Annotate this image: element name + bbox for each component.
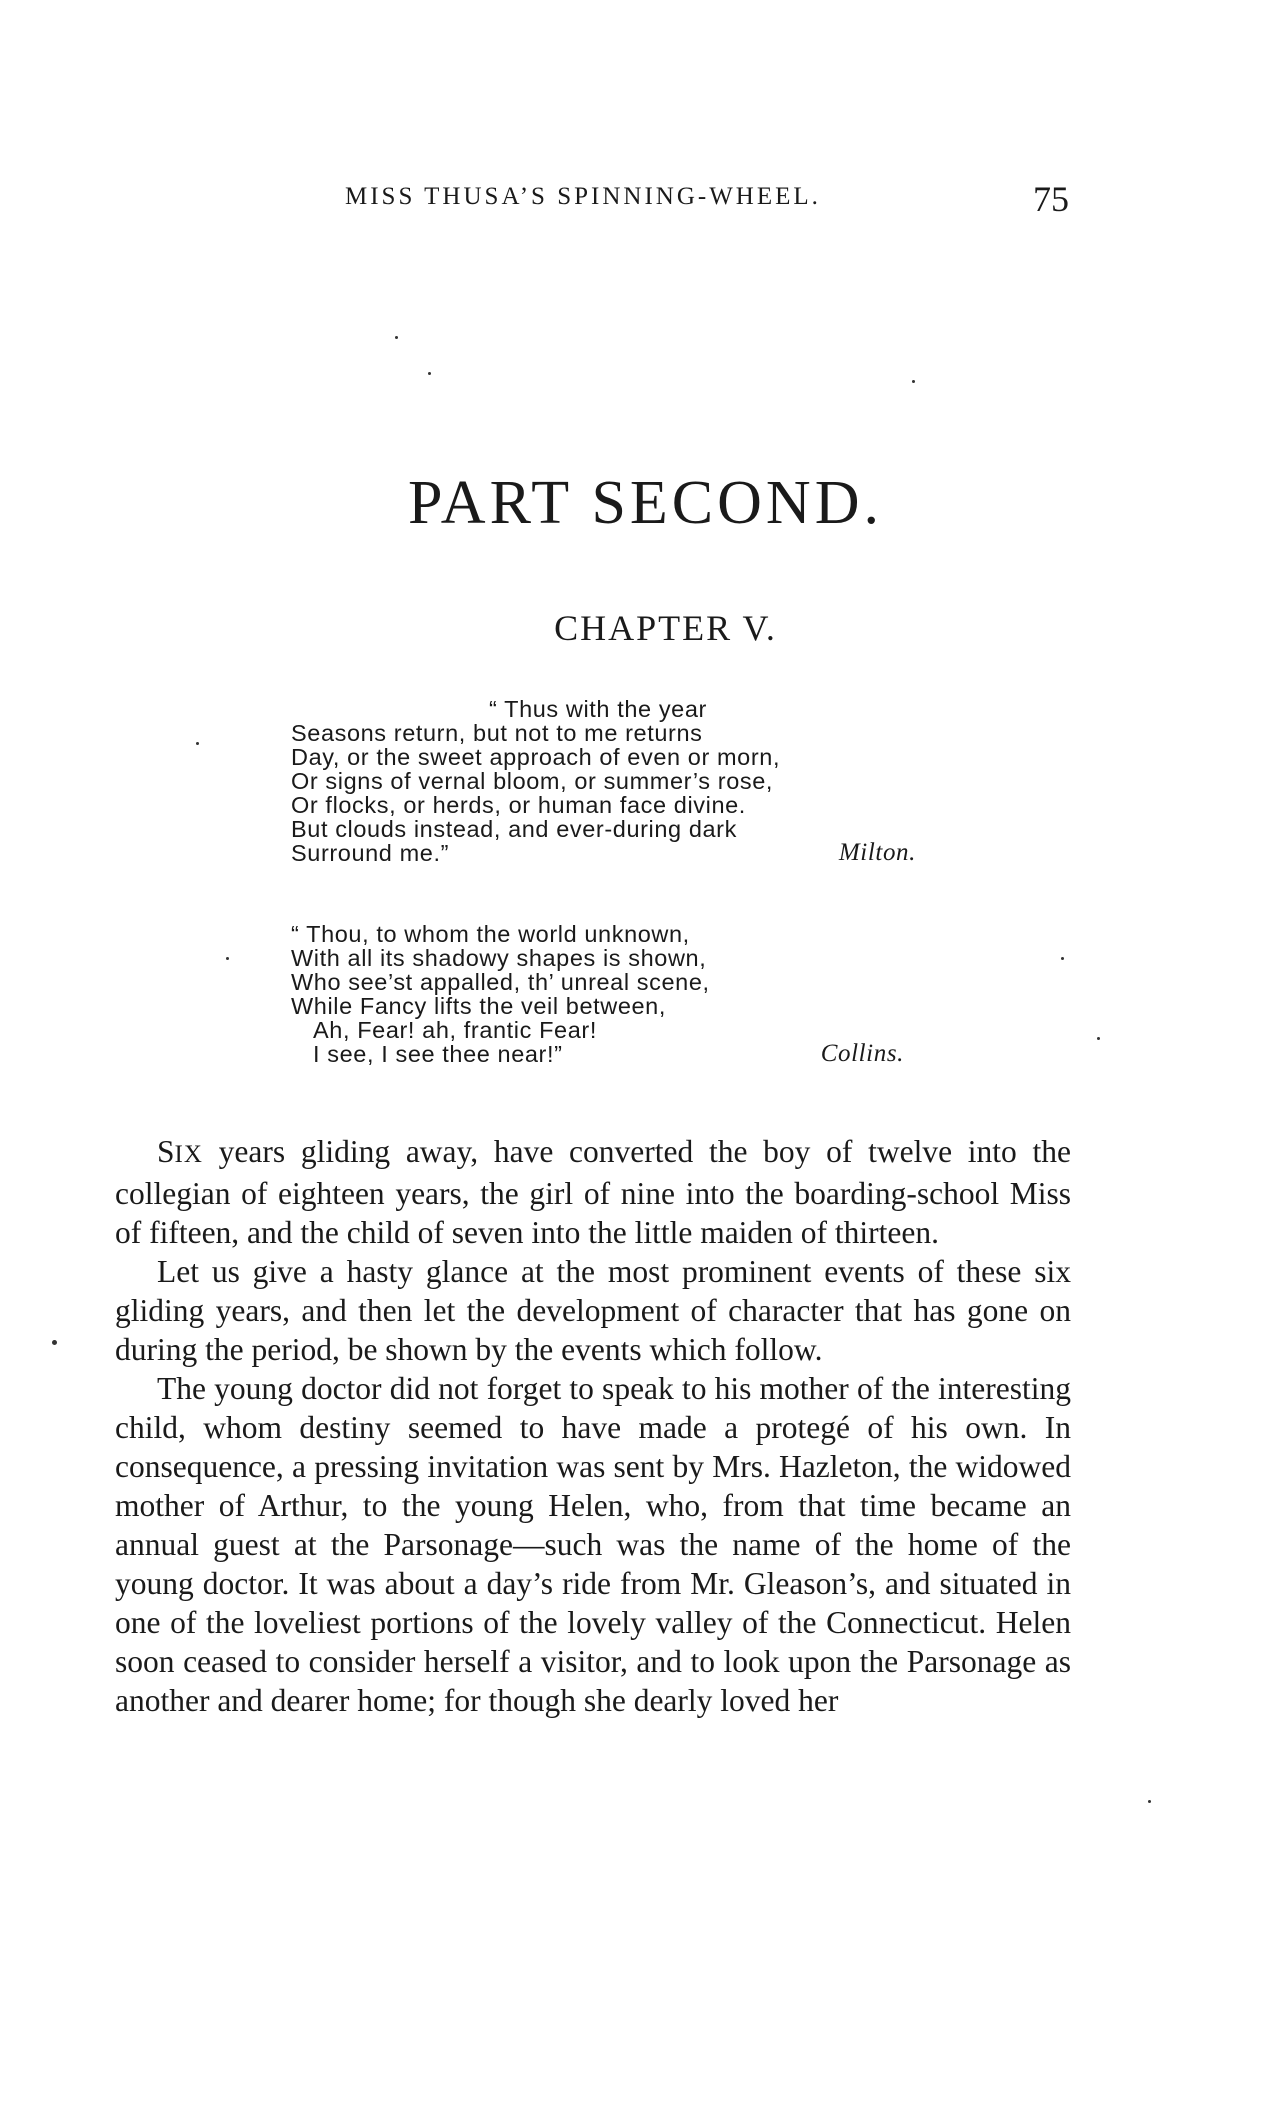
print-speck: [395, 336, 398, 339]
verse-line: With all its shadowy shapes is shown,: [291, 945, 707, 971]
print-speck: [1097, 1037, 1100, 1040]
verse-line: While Fancy lifts the veil between,: [291, 993, 666, 1019]
paragraph-2: Let us give a hasty glance at the most prominent events of these six gliding years, and then let the development of character that has gone on during the period, be shown by the events which follow.: [115, 1254, 1071, 1367]
print-speck: [1148, 1800, 1151, 1803]
verse-line: Ah, Fear! ah, frantic Fear!: [313, 1017, 597, 1043]
part-title: PART SECOND.: [408, 469, 883, 537]
print-speck: [428, 372, 431, 375]
page-number: 75: [1033, 179, 1069, 219]
print-speck: [52, 1340, 57, 1345]
verse-line: Who see’st appalled, th’ unreal scene,: [291, 969, 710, 995]
print-speck: [226, 957, 229, 960]
print-speck: [196, 742, 199, 745]
verse-line: But clouds instead, and ever-during dark: [291, 816, 737, 842]
epigraph-collins: [291, 922, 916, 1066]
verse-line: Or flocks, or herds, or human face divine.: [291, 792, 746, 818]
verse-line: Surround me.”: [291, 840, 450, 866]
verse-line-with-attribution: [291, 841, 916, 865]
epigraph-attribution: Milton.: [838, 839, 916, 866]
opening-small-caps: IX: [174, 1141, 203, 1168]
epigraph-attribution: Collins.: [820, 1040, 904, 1067]
verse-line: I see, I see thee near!”: [313, 1041, 563, 1067]
opening-capital: S: [157, 1134, 175, 1169]
print-speck: [912, 380, 915, 383]
verse-line: Or signs of vernal bloom, or summer’s rose,: [291, 768, 774, 794]
paragraph-3: The young doctor did not forget to speak to his mother of the interesting child, whom destiny seemed to have made a protegé of his own. In consequence, a pressing invitation was sent by Mrs. Hazleton, the widowed mother of Arthur, to the young Helen, who, from that time became an annual guest at the Parsonage—such was the name of the home of the young doctor. It was about a day’s ride from Mr. Gleason’s, and situated in one of the loveliest portions of the lovely valley of the Connecticut. Helen soon ceased to consider herself a visitor, and to look upon the Parsonage as another and dearer home; for though she dearly loved her: [115, 1371, 1071, 1718]
verse-line-with-attribution: [291, 1042, 916, 1066]
paragraph-1-text: years gliding away, have converted the boy of twelve into the collegian of eighteen years, the girl of nine into the boarding-school Miss of fifteen, and the child of seven into the little maiden of thirteen.: [115, 1134, 1071, 1250]
verse-line: “ Thus with the year: [489, 696, 707, 722]
verse-line: Seasons return, but not to me returns: [291, 720, 703, 746]
verse-line: Day, or the sweet approach of even or morn,: [291, 744, 781, 770]
running-title: MISS THUSA’S SPINNING-WHEEL.: [345, 183, 821, 210]
print-speck: [1061, 957, 1064, 960]
epigraph-milton: [291, 697, 916, 865]
chapter-body: [115, 1132, 1071, 1720]
chapter-title: CHAPTER V.: [554, 608, 777, 648]
verse-line: “ Thou, to whom the world unknown,: [291, 921, 690, 947]
paragraph-1: [115, 1132, 1071, 1252]
